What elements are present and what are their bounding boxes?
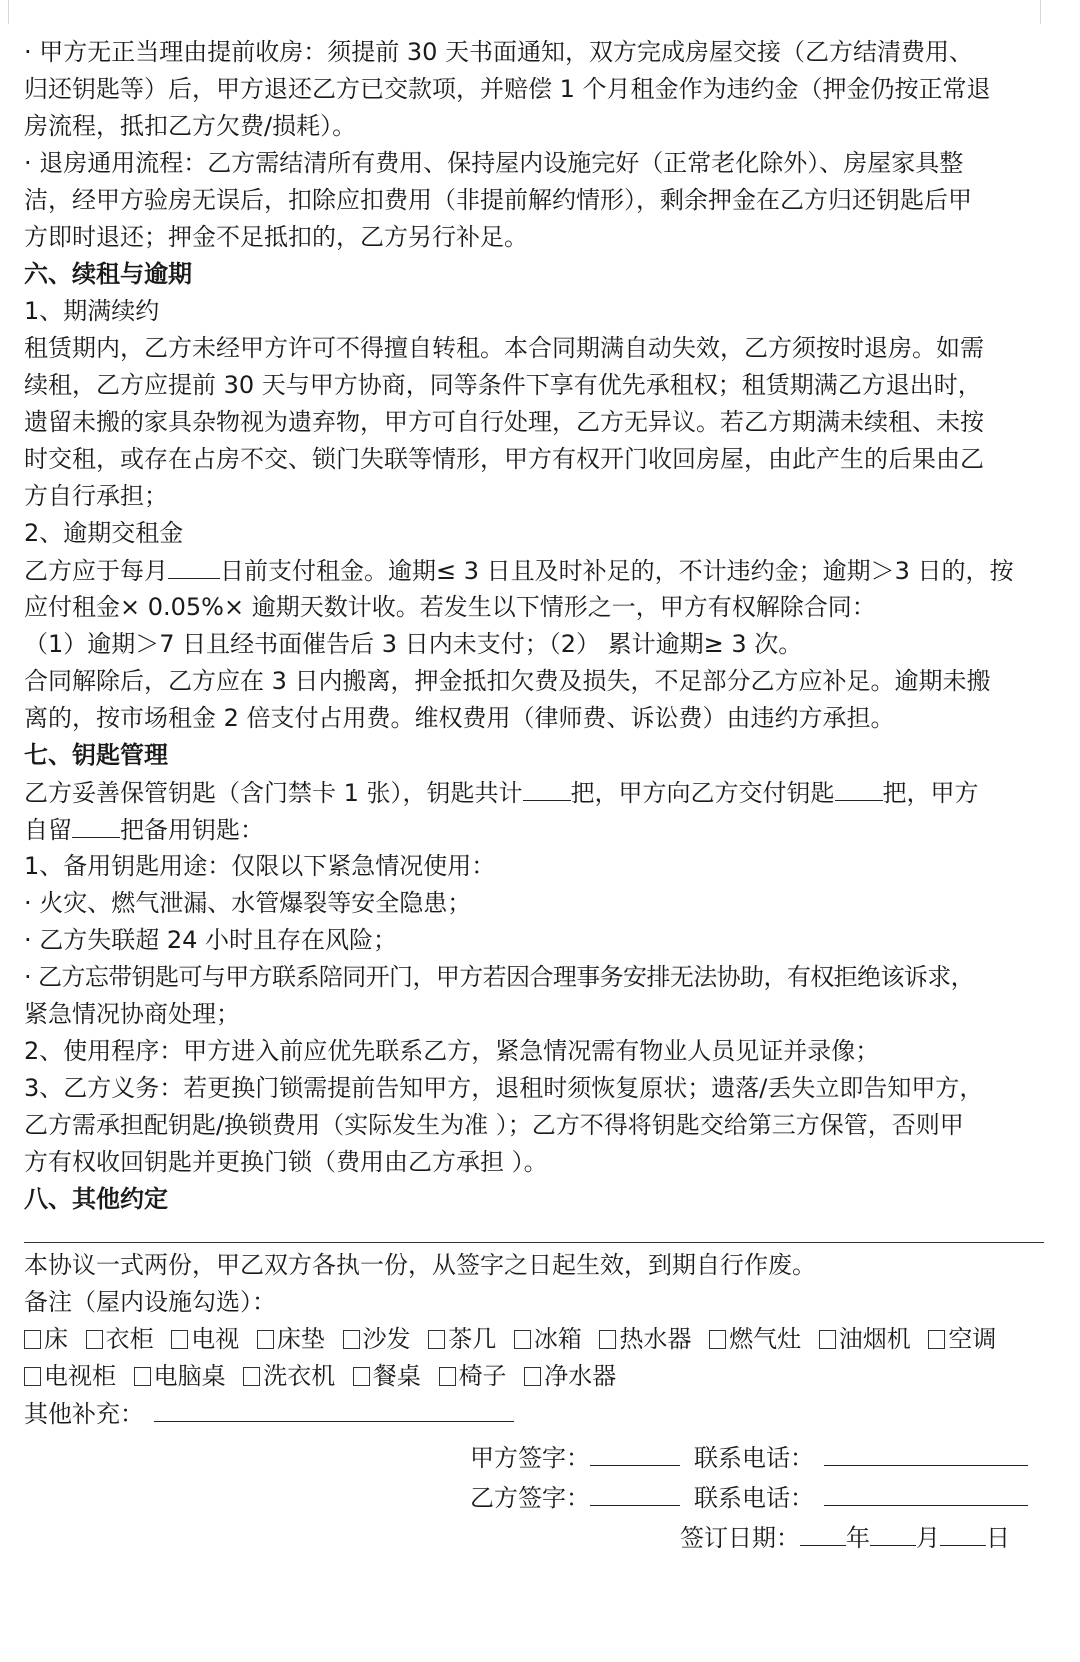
party-b-sign-row <box>470 1478 1028 1518</box>
facility-checkbox[interactable]: 床 <box>24 1321 68 1358</box>
party-b-phone-blank[interactable] <box>824 1479 1028 1506</box>
tenant-duty-line-1: 3、乙方义务：若更换门锁需提前告知甲方，退租时须恢复原状；遗落/丢失立即告知甲方， <box>24 1074 984 1102</box>
facility-checkbox[interactable]: 茶几 <box>428 1321 496 1358</box>
overdue-line-5: 离的，按市场租金 2 倍支付占用费。维权费用（律师费、诉讼费）由违约方承担。 <box>24 704 895 732</box>
facility-checkbox[interactable]: 燃气灶 <box>709 1321 801 1358</box>
checkbox-icon[interactable] <box>819 1330 836 1349</box>
facility-checkbox[interactable]: 净水器 <box>524 1358 616 1395</box>
checkbox-icon[interactable] <box>599 1330 616 1349</box>
signature-block <box>470 1438 1028 1518</box>
party-b-sign-blank[interactable] <box>590 1479 680 1506</box>
facility-checkbox[interactable]: 电脑桌 <box>134 1358 226 1395</box>
checkout-line-1: · 退房通用流程：乙方需结清所有费用、保持屋内设施完好（正常老化除外）、房屋家具整 <box>24 149 964 177</box>
facility-checkbox[interactable]: 床垫 <box>257 1321 325 1358</box>
other-supplement <box>24 1395 1044 1432</box>
early-recall-line-2: 归还钥匙等）后，甲方退还乙方已交款项，并赔偿 1 个月租金作为违约金（押金仍按正常退 <box>24 75 991 103</box>
renewal-title: 1、期满续约 <box>24 297 160 325</box>
checkbox-icon[interactable] <box>24 1330 41 1349</box>
keys-intro-a: 乙方妥善保管钥匙（含门禁卡 1 张），钥匙共计 <box>24 779 523 807</box>
party-b-sign-label: 乙方签字： <box>470 1484 590 1512</box>
renewal-line-5: 方自行承担； <box>24 482 168 510</box>
other-supplement-blank[interactable] <box>154 1395 514 1422</box>
facility-checkbox[interactable]: 餐桌 <box>353 1358 421 1395</box>
early-recall-line-3: 房流程，抵扣乙方欠费/损耗）。 <box>24 112 357 140</box>
facility-checkbox[interactable]: 电视 <box>171 1321 239 1358</box>
keys-intro-b: 把，甲方向乙方交付钥匙 <box>570 779 835 807</box>
keys-intro-d: 自留 <box>24 816 72 844</box>
facility-checkbox[interactable]: 油烟机 <box>819 1321 911 1358</box>
spare-keys-blank[interactable] <box>72 811 120 838</box>
checkbox-icon[interactable] <box>353 1367 370 1386</box>
month-label: 月 <box>916 1524 940 1552</box>
keys-intro-e: 把备用钥匙： <box>120 816 264 844</box>
facility-checkbox[interactable]: 冰箱 <box>514 1321 582 1358</box>
day-label: 日 <box>986 1524 1010 1552</box>
checkbox-icon[interactable] <box>709 1330 726 1349</box>
copies-statement: 本协议一式两份，甲乙双方各执一份，从签字之日起生效，到期自行作废。 <box>24 1251 816 1279</box>
facility-checkbox[interactable]: 沙发 <box>343 1321 411 1358</box>
section-7-title: 七、钥匙管理 <box>24 741 168 769</box>
checkbox-icon[interactable] <box>86 1330 103 1349</box>
sign-day-blank[interactable] <box>940 1519 986 1546</box>
other-terms-line[interactable] <box>24 1242 1044 1243</box>
facility-checkbox[interactable]: 洗衣机 <box>243 1358 335 1395</box>
renewal-line-1: 租赁期内，乙方未经甲方许可不得擅自转租。本合同期满自动失效，乙方须按时退房。如需 <box>24 334 984 362</box>
facility-checkbox[interactable]: 空调 <box>928 1321 996 1358</box>
facility-checkbox[interactable]: 热水器 <box>599 1321 691 1358</box>
sign-date-row <box>680 1518 1010 1553</box>
checkbox-icon[interactable] <box>134 1367 151 1386</box>
facility-checklist-row-1 <box>24 1321 1044 1358</box>
checkbox-icon[interactable] <box>243 1367 260 1386</box>
checkbox-icon[interactable] <box>171 1330 188 1349</box>
overdue-line-1 <box>24 552 1044 589</box>
early-recall-line-1: · 甲方无正当理由提前收房：须提前 30 天书面通知，双方完成房屋交接（乙方结清费用、 <box>24 38 974 66</box>
overdue-title: 2、逾期交租金 <box>24 519 184 547</box>
delivered-keys-blank[interactable] <box>835 774 883 801</box>
overdue-line-2: 应付租金× 0.05%× 逾期天数计收。若发生以下情形之一，甲方有权解除合同： <box>24 593 876 621</box>
payment-day-blank[interactable] <box>168 552 220 579</box>
party-a-sign-row <box>470 1438 1028 1478</box>
checkbox-icon[interactable] <box>524 1367 541 1386</box>
checkout-line-3: 方即时退还；押金不足抵扣的，乙方另行补足。 <box>24 223 528 251</box>
party-a-sign-blank[interactable] <box>590 1439 680 1466</box>
page-corner-left <box>8 0 9 24</box>
party-a-sign-label: 甲方签字： <box>470 1444 590 1472</box>
checkbox-icon[interactable] <box>343 1330 360 1349</box>
other-supplement-label: 其他补充： <box>24 1400 144 1428</box>
party-b-phone-label: 联系电话： <box>694 1484 814 1512</box>
sign-month-blank[interactable] <box>870 1519 916 1546</box>
keys-intro-c: 把，甲方 <box>882 779 979 807</box>
sign-year-blank[interactable] <box>800 1519 846 1546</box>
usage-bullet-1: · 火灾、燃气泄漏、水管爆裂等安全隐患； <box>24 889 472 917</box>
overdue-line-3: （1）逾期＞7 日且经书面催告后 3 日内未支付；（2） 累计逾期≥ 3 次。 <box>24 630 803 658</box>
usage-procedure: 2、使用程序：甲方进入前应优先联系乙方，紧急情况需有物业人员见证并录像； <box>24 1037 880 1065</box>
usage-bullet-3-line-1: · 乙方忘带钥匙可与甲方联系陪同开门，甲方若因合理事务安排无法协助，有权拒绝该诉求， <box>24 963 975 991</box>
facility-checklist-row-2 <box>24 1358 1044 1395</box>
overdue-line-1b: 日前支付租金。逾期≤ 3 日且及时补足的，不计违约金；逾期＞3 日的，按 <box>220 557 1014 585</box>
renewal-line-3: 遗留未搬的家具杂物视为遗弃物，甲方可自行处理，乙方无异议。若乙方期满未续租、未按 <box>24 408 984 436</box>
renewal-line-4: 时交租，或存在占房不交、锁门失联等情形，甲方有权开门收回房屋，由此产生的后果由乙 <box>24 445 984 473</box>
checkbox-icon[interactable] <box>439 1367 456 1386</box>
page-corner-right <box>1040 0 1041 24</box>
party-a-phone-label: 联系电话： <box>694 1444 814 1472</box>
tenant-duty-line-2: 乙方需承担配钥匙/换锁费用（实际发生为准 ）；乙方不得将钥匙交给第三方保管，否则甲 <box>24 1111 964 1139</box>
facility-checkbox[interactable]: 电视柜 <box>24 1358 116 1395</box>
tenant-duty-line-3: 方有权收回钥匙并更换门锁（费用由乙方承担 ）。 <box>24 1148 548 1176</box>
usage-bullet-2: · 乙方失联超 24 小时且存在风险； <box>24 926 398 954</box>
section-8-title: 八、其他约定 <box>24 1185 168 1213</box>
year-label: 年 <box>846 1524 870 1552</box>
contract-page <box>24 34 1044 1432</box>
checkbox-icon[interactable] <box>514 1330 531 1349</box>
spare-key-usage: 1、备用钥匙用途：仅限以下紧急情况使用： <box>24 852 496 880</box>
checkbox-icon[interactable] <box>928 1330 945 1349</box>
overdue-line-1a: 乙方应于每月 <box>24 557 168 585</box>
sign-date-label: 签订日期： <box>680 1524 800 1552</box>
section-6-title: 六、续租与逾期 <box>24 260 192 288</box>
keys-intro-line-2 <box>24 811 1044 848</box>
checkbox-icon[interactable] <box>24 1367 41 1386</box>
checkout-line-2: 洁，经甲方验房无误后，扣除应扣费用（非提前解约情形），剩余押金在乙方归还钥匙后甲 <box>24 186 972 214</box>
facility-checkbox[interactable]: 椅子 <box>439 1358 507 1395</box>
checkbox-icon[interactable] <box>257 1330 274 1349</box>
facility-checkbox[interactable]: 衣柜 <box>86 1321 154 1358</box>
usage-bullet-3-line-2: 紧急情况协商处理； <box>24 1000 240 1028</box>
overdue-line-4: 合同解除后，乙方应在 3 日内搬离，押金抵扣欠费及损失，不足部分乙方应补足。逾期未搬 <box>24 667 991 695</box>
keys-intro-line-1 <box>24 774 1044 811</box>
checkbox-icon[interactable] <box>428 1330 445 1349</box>
renewal-line-2: 续租，乙方应提前 30 天与甲方协商，同等条件下享有优先承租权；租赁期满乙方退出时， <box>24 371 982 399</box>
party-a-phone-blank[interactable] <box>824 1439 1028 1466</box>
facility-remark: 备注（屋内设施勾选）： <box>24 1288 276 1316</box>
total-keys-blank[interactable] <box>523 774 571 801</box>
